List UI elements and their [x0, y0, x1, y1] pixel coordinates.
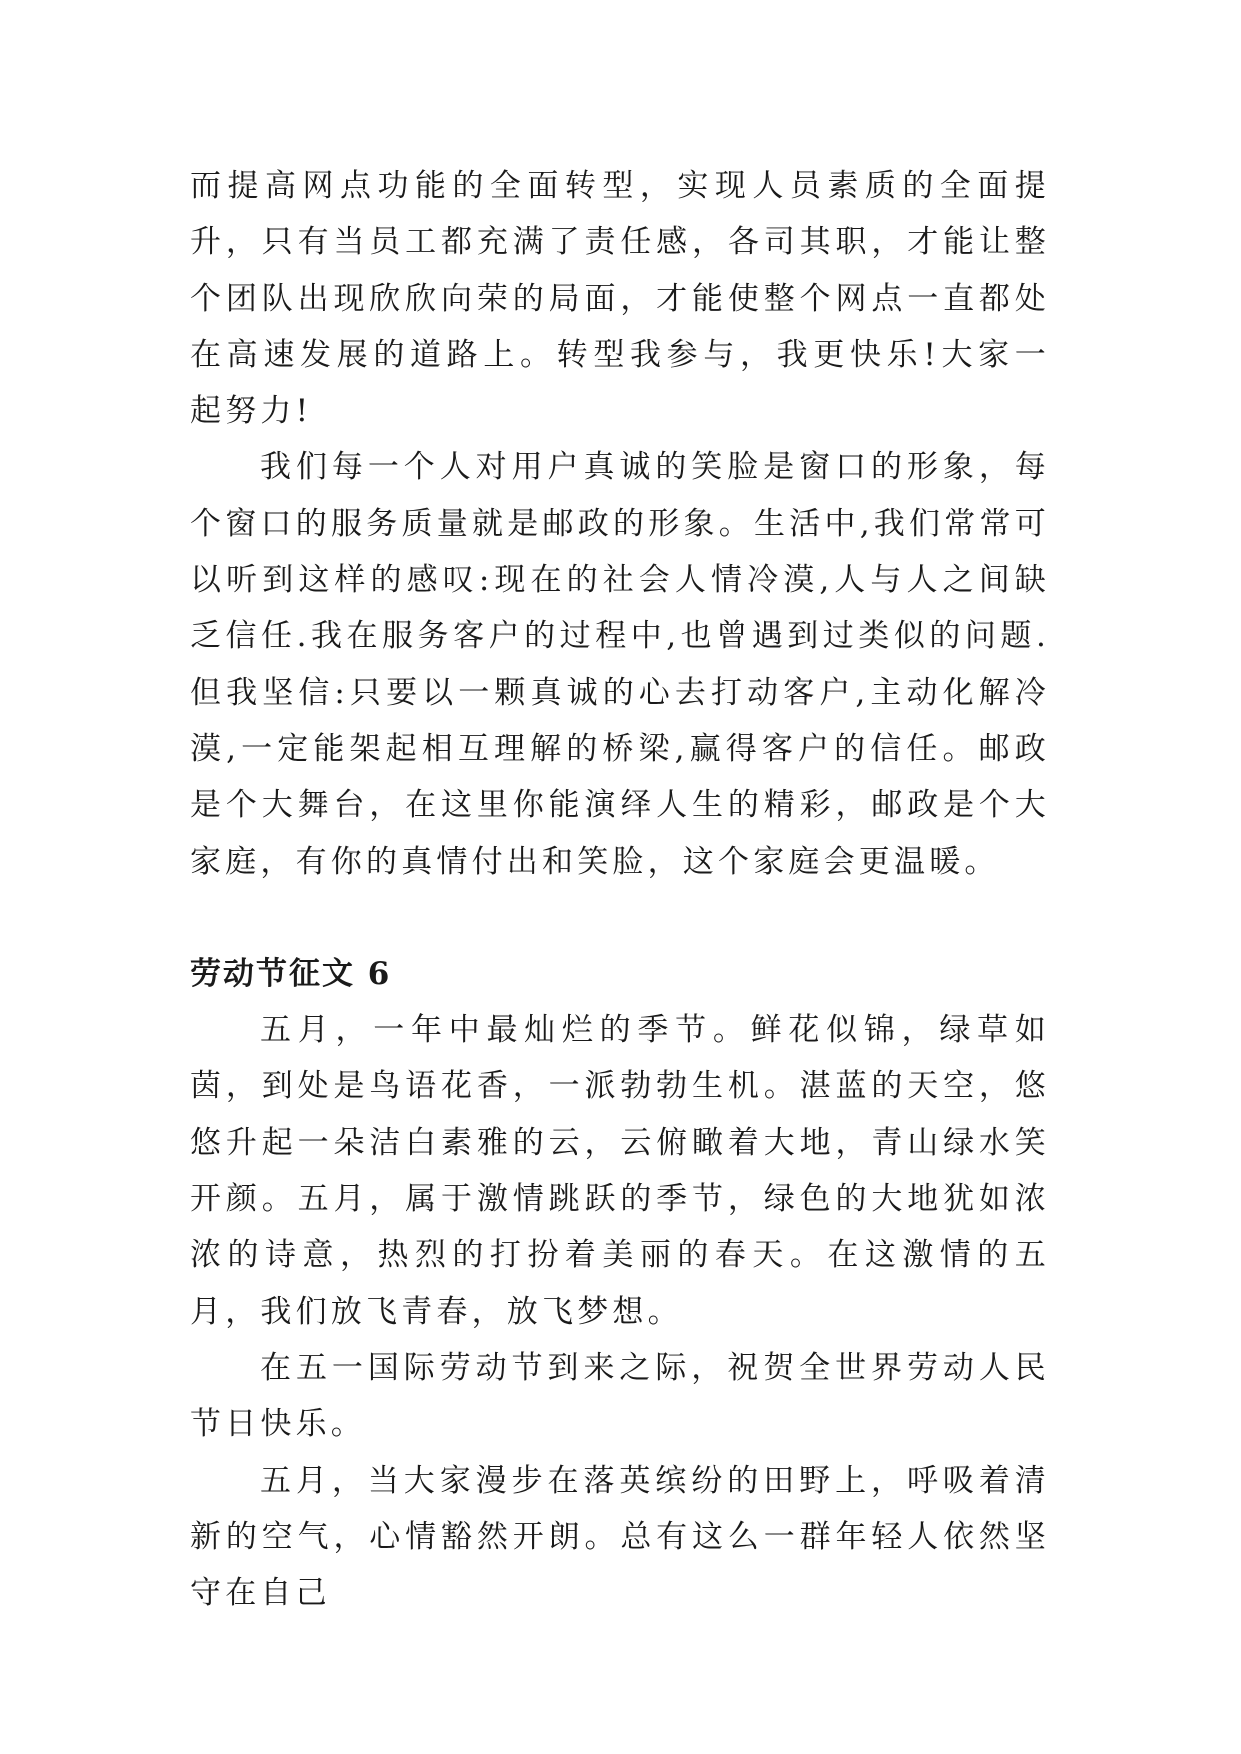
paragraph: 在五一国际劳动节到来之际，祝贺全世界劳动人民节日快乐。 — [190, 1349, 1050, 1443]
paragraph: 而提高网点功能的全面转型，实现人员素质的全面提升，只有当员工都充满了责任感，各司其职，才能让整个团队出现欣欣向荣的局面，才能使整个网点一直都处在高速发展的道路上。转型我参与，我更快乐!大家一起努力! — [190, 168, 1050, 430]
section-title: 劳动节征文 6 — [190, 955, 392, 992]
paragraph: 五月，当大家漫步在落英缤纷的田野上，呼吸着清新的空气，心情豁然开朗。总有这么一群年轻人依然坚守在自己 — [190, 1462, 1050, 1612]
paragraph: 五月，一年中最灿烂的季节。鲜花似锦，绿草如茵，到处是鸟语花香，一派勃勃生机。湛蓝的天空，悠悠升起一朵洁白素雅的云，云俯瞰着大地，青山绿水笑开颜。五月，属于激情跳跃的季节，绿色的大地犹如浓浓的诗意，热烈的打扮着美丽的春天。在这激情的五月，我们放飞青春，放飞梦想。 — [190, 1012, 1050, 1330]
paragraph: 我们每一个人对用户真诚的笑脸是窗口的形象，每个窗口的服务质量就是邮政的形象。生活中,我们常常可以听到这样的感叹:现在的社会人情冷漠,人与人之间缺乏信任.我在服务客户的过程中,也曾遇到过类似的问题.但我坚信:只要以一颗真诚的心去打动客户,主动化解冷漠,一定能架起相互理解的桥梁,赢得客户的信任。邮政是个大舞台，在这里你能演绎人生的精彩，邮政是个大家庭，有你的真情付出和笑脸，这个家庭会更温暖。 — [190, 449, 1050, 880]
document-body — [190, 158, 1050, 1621]
